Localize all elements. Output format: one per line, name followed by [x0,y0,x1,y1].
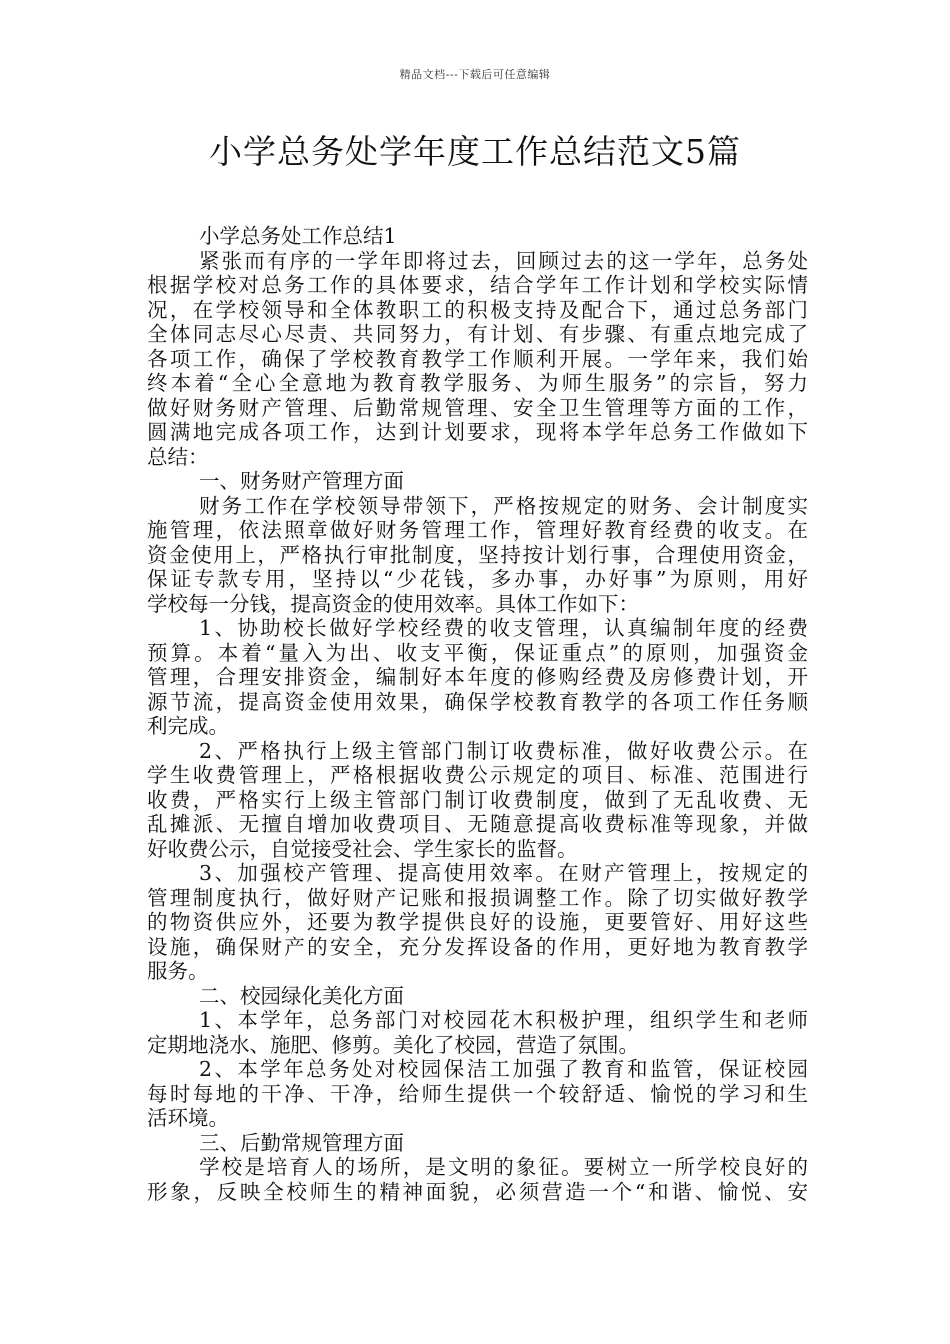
body-line: 况，在学校领导和全体教职工的积极支持及配合下，通过总务部门 [147,297,808,322]
body-line: 1、本学年，总务部门对校园花木积极护理，组织学生和老师 [199,1008,808,1032]
body-line: 服务。 [147,959,209,983]
body-line: 3、加强校产管理、提高使用效率。在财产管理上，按规定的 [199,861,808,885]
body-line: 小学总务处工作总结1 [199,224,397,248]
body-line: 形象，反映全校师生的精神面貌，必须营造一个“和谐、愉悦、安 [147,1179,808,1204]
body-line: 总结： [147,444,209,469]
body-line: 圆满地完成各项工作，达到计划要求，现将本学年总务工作做如下 [147,420,808,444]
body-line: 设施，确保财产的安全，充分发挥设备的作用，更好地为教育教学 [147,934,808,959]
body-line: 紧张而有序的一学年即将过去，回顾过去的这一学年，总务处 [199,248,808,273]
document-title: 小学总务处学年度工作总结范文5篇 [209,132,741,171]
document-body [147,224,808,1204]
body-line: 定期地浇水、施肥、修剪。美化了校园，营造了氛围。 [147,1032,639,1057]
body-line: 收费，严格实行上级主管部门制订收费制度，做到了无乱收费、无 [147,787,808,812]
body-line: 活环境。 [147,1106,229,1130]
body-line: 学校是培育人的场所，是文明的象征。要树立一所学校良好的 [199,1155,808,1179]
body-line: 根据学校对总务工作的具体要求，结合学年工作计划和学校实际情 [147,273,808,297]
body-line: 1、协助校长做好学校经费的收支管理，认真编制年度的经费 [199,616,808,640]
body-line: 乱摊派、无擅自增加收费项目、无随意提高收费标准等现象，并做 [147,812,808,836]
body-line: 保证专款专用，坚持以“少花钱，多办事，办好事”为原则，用好 [147,567,808,591]
body-line: 学校每一分钱，提高资金的使用效率。具体工作如下： [147,591,639,616]
body-line: 利完成。 [147,714,229,738]
body-line: 二、校园绿化美化方面 [199,983,404,1008]
body-line: 学生收费管理上，严格根据收费公示规定的项目、标准、范围进行 [147,763,808,787]
body-line: 终本着“全心全意地为教育教学服务、为师生服务”的宗旨，努力 [147,371,808,395]
body-line: 管理制度执行，做好财产记账和报损调整工作。除了切实做好教学 [147,885,808,910]
body-line: 管理，合理安排资金，编制好本年度的修购经费及房修费计划，开 [147,665,808,689]
body-line: 预算。本着“量入为出、收支平衡，保证重点”的原则，加强资金 [147,640,808,665]
body-line: 财务工作在学校领导带领下，严格按规定的财务、会计制度实 [199,493,808,518]
body-line: 好收费公示，自觉接受社会、学生家长的监督。 [147,836,578,861]
body-line: 的物资供应外，还要为教学提供良好的设施，更要管好、用好这些 [147,910,808,934]
body-line: 2、本学年总务处对校园保洁工加强了教育和监管，保证校园 [199,1057,808,1081]
body-line: 2、严格执行上级主管部门制订收费标准，做好收费公示。在 [199,738,808,763]
header-note: 精品文档---下载后可任意编辑 [399,68,551,81]
body-line: 三、后勤常规管理方面 [199,1130,404,1155]
body-line: 资金使用上，严格执行审批制度，坚持按计划行事，合理使用资金， [147,542,808,567]
body-line: 源节流，提高资金使用效果，确保学校教育教学的各项工作任务顺 [147,689,808,714]
body-line: 各项工作，确保了学校教育教学工作顺利开展。一学年来，我们始 [147,346,808,371]
body-line: 做好财务财产管理、后勤常规管理、安全卫生管理等方面的工作， [147,395,808,420]
body-line: 一、财务财产管理方面 [199,469,404,493]
body-line: 每时每地的干净、干净，给师生提供一个较舒适、愉悦的学习和生 [147,1081,808,1106]
body-line: 全体同志尽心尽责、共同努力，有计划、有步骤、有重点地完成了 [147,322,808,346]
body-line: 施管理，依法照章做好财务管理工作，管理好教育经费的收支。在 [147,518,808,542]
